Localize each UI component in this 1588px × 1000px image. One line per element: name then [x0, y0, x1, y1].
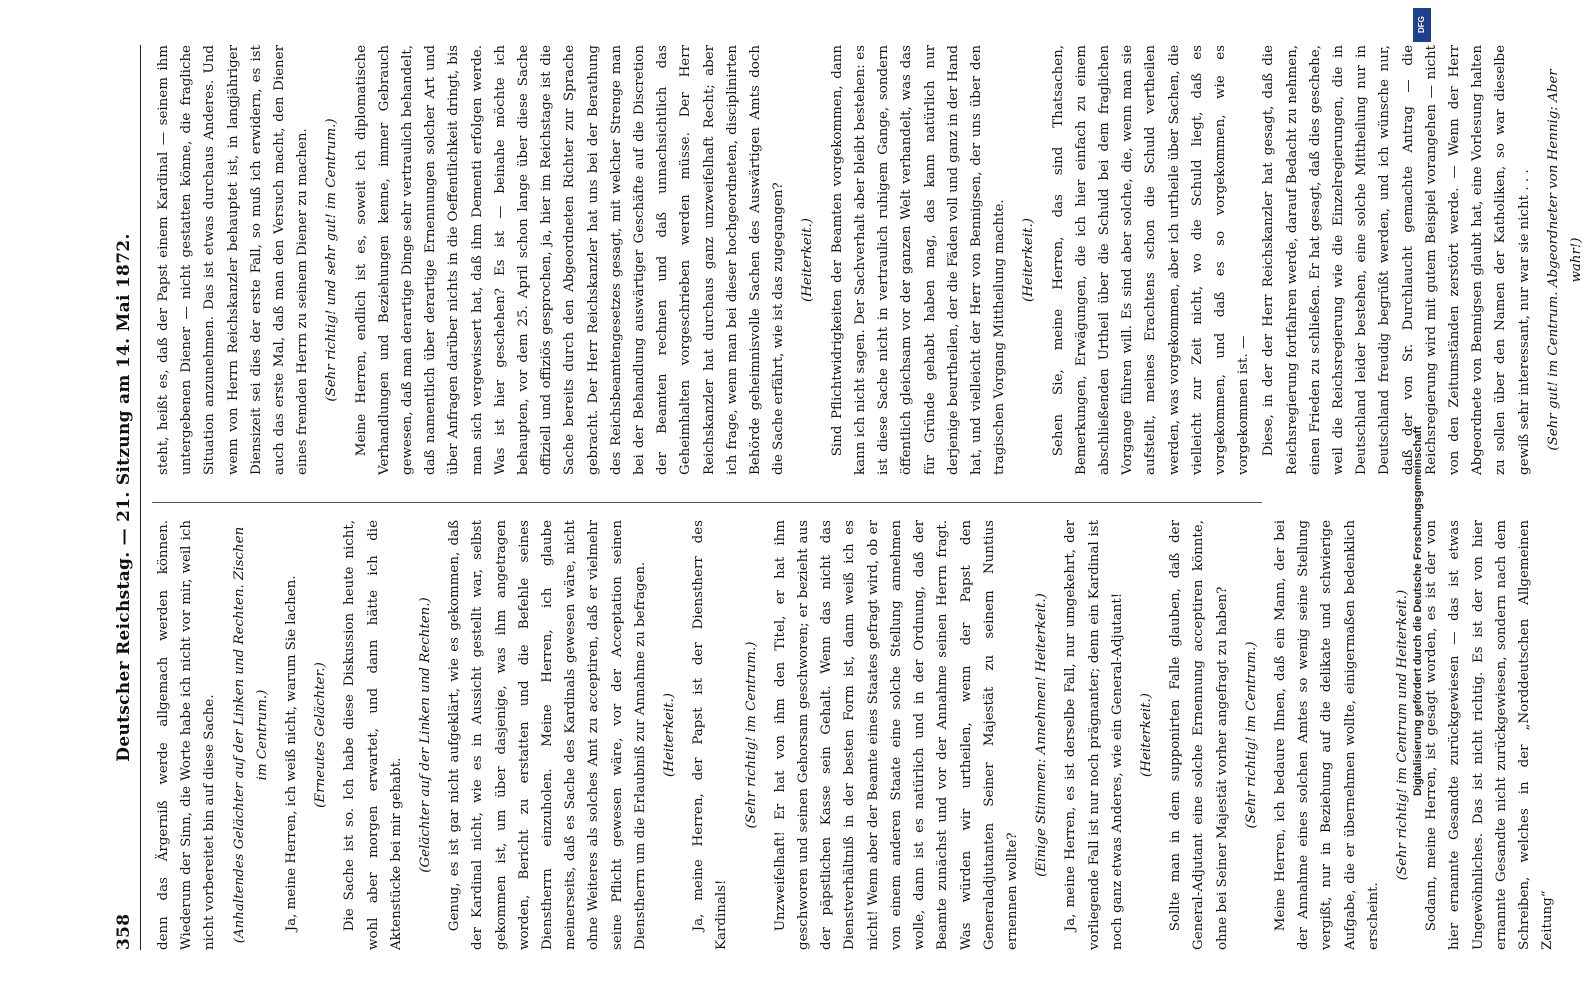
stage-direction: (Sehr richtig! im Centrum und Heiterkeit.) [1394, 589, 1410, 881]
paragraph: Meine Herren, endlich ist es, soweit ich diplomatische Verhandlungen und Beziehungen kenne, immer Gebrauch gewesen, daß man derartige Dinge sehr vertraulich behandelt, daß namentlich über derartige Ernennungen solcher Art und über Anfragen darüber nichts in die Oeffentlichkeit dringt, bis man sich vergewissert hat, daß ihm Dementi erfolgen werde. Was ist hier geschehen? Es ist — beinahe möchte ich behaupten, vor dem 25. April schon lange über diese Sache offiziell und offiziös gesprochen, ja, hier im Reichstage ist die Sache bereits durch den Abgeordneten Richter zur Sprache gebracht. Der Herr Reichskanzler hat uns bei der Berathung des Reichsbeamtengesetzes gesagt, mit welcher Strenge man bei der Behandlung auswärtiger Geschäfte auf die Discretion der Beamten rechnen und daß unnachsichtlich das Geheimhalten vorgeschrieben werden müsse. Der Herr Reichskanzler hat durchaus ganz unzweifelhaft Recht; aber ich frage, wenn man bei dieser hochgeordneten, disciplinirten Behörde geheimnisvolle Sachen des Auswärtigen Amts doch die Sache erfährt, wie ist das zugegangen? [353, 45, 787, 475]
stage-direction: (Erneutes Gelächter.) [313, 662, 329, 808]
stage-direction: (Gelächter auf der Linken und Rechten.) [418, 597, 434, 873]
stage-direction: (Anhaltendes Gelächter auf der Linken und Rechten. Zischen im Centrum.) [231, 526, 270, 944]
paragraph: Ja, meine Herren, der Papst ist der Dienstherr des Kardinals! [691, 520, 730, 950]
right-column [152, 45, 1584, 475]
stage-direction: (Heiterkeit.) [1021, 218, 1037, 302]
stage-direction: (Heiterkeit.) [662, 693, 678, 777]
digitization-note [1412, 6, 1430, 796]
paragraph: Sind Pflichtwidrigkeiten der Beamten vorgekommen, dann kann ich nicht sagen. Der Sachverhalt aber bleibt bestehen: es ist diese Sache nicht in vertraulich ruhigem Gange, sondern öffentlich gleichsam vor der ganzen Welt verhandelt, was das für Gründe gehabt haben mag, das kann natürlich nur derjenige beurtheilen, der die Fäden voll und ganz in der Hand hat, und vielleicht der Herr von Bennigsen, der uns über den tragischen Vorgang Mittheilung machte. [829, 45, 1008, 475]
stage-direction: (Sehr richtig! im Centrum.) [1243, 641, 1259, 829]
digitization-note-text: Digitalisierung gefördert durch die Deutsche Forschungsgemeinschaft [1412, 426, 1424, 796]
paragraph: Meine Herren, ich bedaure Ihnen, daß ein Mann, der bei der Annahme eines solchen Amtes so wenig seine Stellung vergißt, nur in Beziehung auf die delikate und schwierige Aufgabe, die er übernehmen wollte, einigermaßen bedenklich erscheint. [1272, 520, 1381, 950]
paragraph: Ja, meine Herren, es ist derselbe Fall, nur umgekehrt, der vorliegende Fall ist nur noch prägnanter; denn ein Kardinal ist noch ganz etwas Anderes, wie ein General-Adjutant! [1063, 520, 1125, 950]
paragraph: Unzweifelhaft! Er hat von ihm den Titel, er hat ihm geschworen und seinen Gehorsam geschworen; er bezieht aus der päpstlichen Kasse sein Gehalt. Wenn das nicht das Dienstverhältniß in der besten Form ist, dann weiß ich es nicht! Wenn aber der Beamte eines Staates gefragt wird, ob er von einem anderen Staate eine solche Stellung annehmen wolle, dann ist es natürlich und in der Ordnung, daß der Beamte zunächst und vor der Annahme seinen Herrn fragt. Was würden wir urtheilen, wenn der Papst den Generaladjutanten Seiner Majestät zu seinem Nuntius ernennen wollte? [772, 520, 1020, 950]
paragraph: steht, heißt es, daß der Papst einem Kardinal — seinem ihm untergebenen Diener — nicht gestatten könne, die fragliche Situation anzunehmen. Das ist etwas durchaus Anderes. Und wenn von Herrn Reichskanzler behauptet ist, in langjähriger Diensizeit sei dies der erste Fall, so muß ich erwidern, es ist auch das erste Mal, daß man den Versuch macht, den Diener eines fremden Herrn zu seinem Diener zu machen. [156, 45, 311, 475]
paragraph: Sehen Sie, meine Herren, das sind Thatsachen, Bemerkungen, Erwägungen, die ich hier einfach zu einem abschließenden Urtheil über die Schuld bei dem fraglichen Vorgange führen will. Es sind aber solche, die, wenn man sie aufstellt, meines Erachtens schon die Schuld vertheilen werden, was vorgekommen, aber ich urtheile über Sachen, die vielleicht zur Zeit nicht, wo die Schuld liegt, daß es vorgekommen, und daß es so vorgekommen, wie es vorgekommen ist. — [1050, 45, 1252, 475]
stage-direction: (Sehr richtig! und sehr gut! im Centrum.) [324, 118, 340, 402]
paragraph: Sollte man in dem supponirten Falle glauben, daß der General-Adjutant eine solche Ernennung acceptiren könnte, ohne bei Seiner Majestät vorher angefragt zu haben? [1168, 520, 1230, 950]
stage-direction: (Sehr gut! im Centrum. Abgeordneter von Hennig: Aber wahr!) [1545, 69, 1584, 451]
page-header [100, 45, 141, 950]
stage-direction: (Heiterkeit.) [800, 218, 816, 302]
stage-direction: (Heiterkeit.) [1138, 693, 1154, 777]
dfg-logo: DFG [1413, 8, 1431, 42]
paragraph: Genug, es ist gar nicht aufgeklärt, wie es gekommen, daß der Kardinal nicht, wie es in Aussicht gestellt war, selbst gekommen ist, um über dasjenige, was ihm angetragen worden, Bericht zu erstatten und die Befehle seines Dienstherrn einzuholen. Meine Herren, ich glaube meinerseits, daß es Sache des Kardinals gewesen wäre, nicht ohne Weiteres als solches Amt zu acceptiren, daß er vielmehr seine Pflicht gewesen wäre, vor der Acceptation seinen Dienstherrn um die Erlaubniß zur Annahme zu befragen. [447, 520, 648, 950]
paragraph: Diese, in der der Herr Reichskanzler hat gesagt, daß die Reichsregierung fortfahren werde, darauf Bedacht zu nehmen, einen Frieden zu schließen. Er hat gesagt, daß dies geschehe, weil die Reichsregierung wie die Einzelregierungen, die in Deutschland leider bestehen, eine solche Mittheilung nur in Deutschland freudig begrüßt werden, und ich wünsche nur, daß der von Sr. Durchlaucht gemachte Antrag — die Reichsregierung wird mit gutem Beispiel vorangehen — nicht von den Zeitumständen zerstört werde. — Wenn der Herr Abgeordnete von Bennigsen glaubt hat, eine Vorlesung halten zu sollen über den Namen der Katholiken, so war dieselbe gewiß sehr interessant, nur war sie nicht . . . [1261, 45, 1532, 475]
paragraph: Die Sache ist so. Ich habe diese Diskussion heute nicht, wohl aber morgen erwartet, und dann hätte ich die Aktenstücke bei mir gehabt. [342, 520, 404, 950]
stage-direction: (Sehr richtig! im Centrum.) [743, 641, 759, 829]
paragraph: Ja, meine Herren, ich weiß nicht, warum Sie lachen. [284, 575, 300, 932]
paragraph: Sodann, meine Herren, ist gesagt worden, es ist der von hier ernannte Gesandte zurückgewiesen — das ist etwas Ungewöhnliches. Das ist nicht richtig. Es ist der von hier ernannte Gesandte nicht zurückgewiesen, sondern nach dem Schreiben, welches in der „Norddeutschen Allgemeinen Zeitung“ [1424, 520, 1556, 950]
page-title: Deutscher Reichstag. — 21. Sitzung am 14. Mai 1872. [114, 233, 134, 762]
paragraph: denn das Ärgerniß werde allgemach werden können. Wiederum der Sinn, die Worte habe ich nicht vor mir, weil ich nicht vorbereitet bin auf diese Sache. [156, 520, 218, 950]
column-divider [152, 502, 1262, 503]
stage-direction: (Einige Stimmen: Annehmen! Heiterkeit.) [1034, 593, 1050, 877]
page-number: 358 [114, 913, 134, 950]
